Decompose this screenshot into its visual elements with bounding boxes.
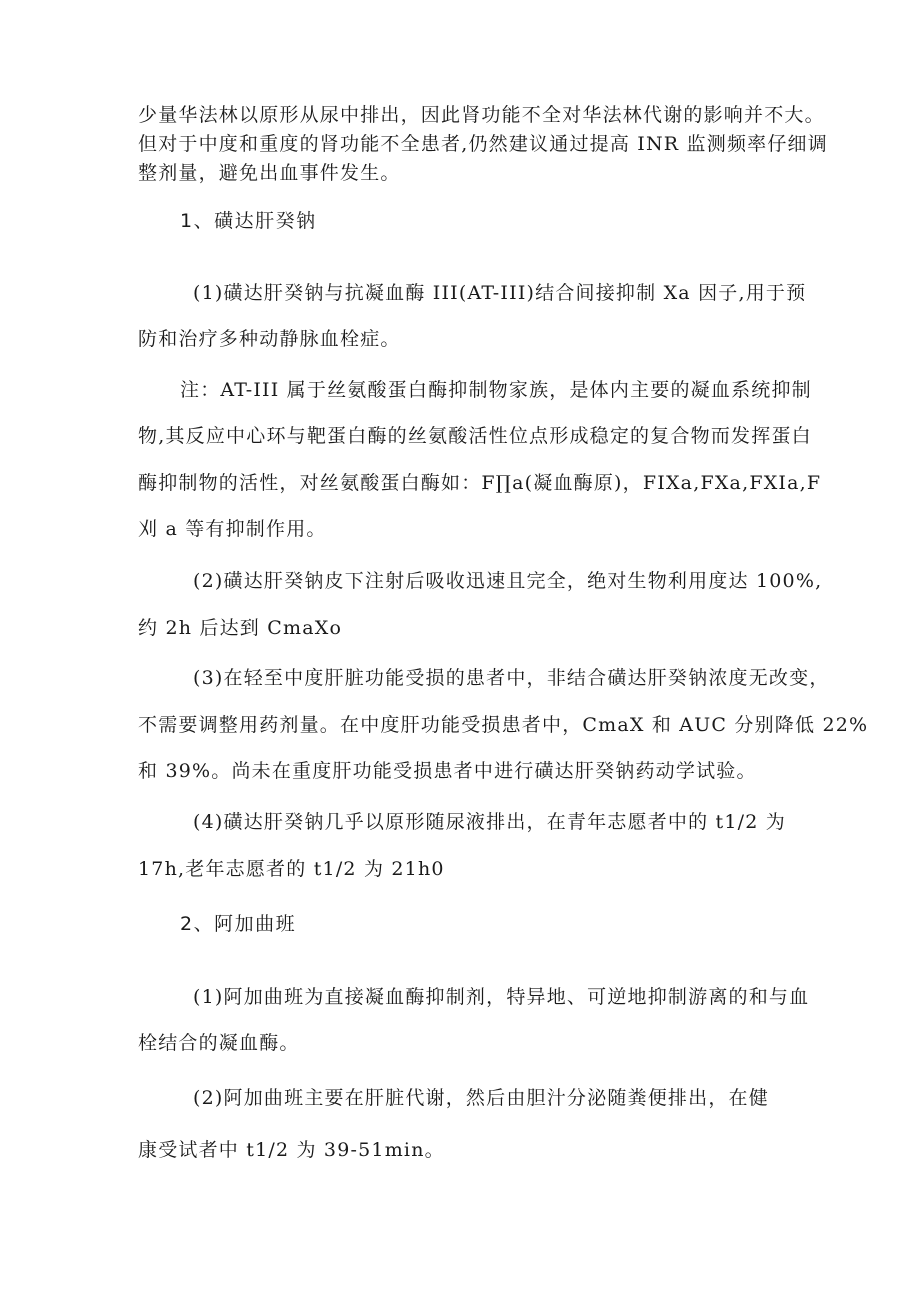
section-1-p2-line-2: 约 2h 后达到 CmaXo <box>138 617 343 639</box>
section-2-p2-line-2: 康受试者中 t1/2 为 39-51min。 <box>138 1139 445 1161</box>
section-1-note-line-4: 刈 a 等有抑制作用。 <box>138 518 327 540</box>
section-1-p4-line-1: (4)磺达肝癸钠几乎以原形随尿液排出，在青年志愿者中的 t1/2 为 <box>193 811 787 833</box>
section-1-p1-line-1: (1)磺达肝癸钠与抗凝血酶 III(AT-III)结合间接抑制 Xa 因子,用于预 <box>193 282 807 304</box>
section-1-p3-line-3: 和 39%。尚未在重度肝功能受损患者中进行磺达肝癸钠药动学试验。 <box>138 760 757 782</box>
section-1-p3-line-1: (3)在轻至中度肝脏功能受损的患者中，非结合磺达肝癸钠浓度无改变， <box>193 667 830 689</box>
section-2-title: 2、阿加曲班 <box>180 913 297 935</box>
section-1-p3-line-2: 不需要调整用药剂量。在中度肝功能受损患者中，CmaX 和 AUC 分别降低 22% <box>138 714 869 736</box>
section-2-p1-line-1: (1)阿加曲班为直接凝血酶抑制剂，特异地、可逆地抑制游离的和与血 <box>193 986 810 1008</box>
section-1-p2-line-1: (2)磺达肝癸钠皮下注射后吸收迅速且完全，绝对生物利用度达 100%, <box>193 570 823 592</box>
intro-line-3: 整剂量，避免出血事件发生。 <box>138 162 401 184</box>
section-1-note-line-3: 酶抑制物的活性，对丝氨酸蛋白酶如：F∏a(凝血酶原)，FIXa,FXa,FXIa,F <box>138 472 822 494</box>
section-1-p1-line-2: 防和治疗多种动静脉血栓症。 <box>138 328 401 350</box>
section-1-p4-line-2: 17h,老年志愿者的 t1/2 为 21h0 <box>138 858 445 880</box>
section-2-p2-line-1: (2)阿加曲班主要在肝脏代谢，然后由胆汁分泌随粪便排出，在健 <box>193 1087 769 1109</box>
intro-line-2: 但对于中度和重度的肾功能不全患者,仍然建议通过提高 INR 监测频率仔细调 <box>138 133 828 155</box>
intro-line-1: 少量华法林以原形从尿中排出，因此肾功能不全对华法林代谢的影响并不大。 <box>138 104 825 126</box>
section-1-note-line-1: 注：AT-III 属于丝氨酸蛋白酶抑制物家族，是体内主要的凝血系统抑制 <box>180 379 812 401</box>
section-2-p1-line-2: 栓结合的凝血酶。 <box>138 1032 300 1054</box>
section-1-title: 1、磺达肝癸钠 <box>180 210 317 232</box>
section-1-note-line-2: 物,其反应中心环与靶蛋白酶的丝氨酸活性位点形成稳定的复合物而发挥蛋白 <box>138 425 812 447</box>
